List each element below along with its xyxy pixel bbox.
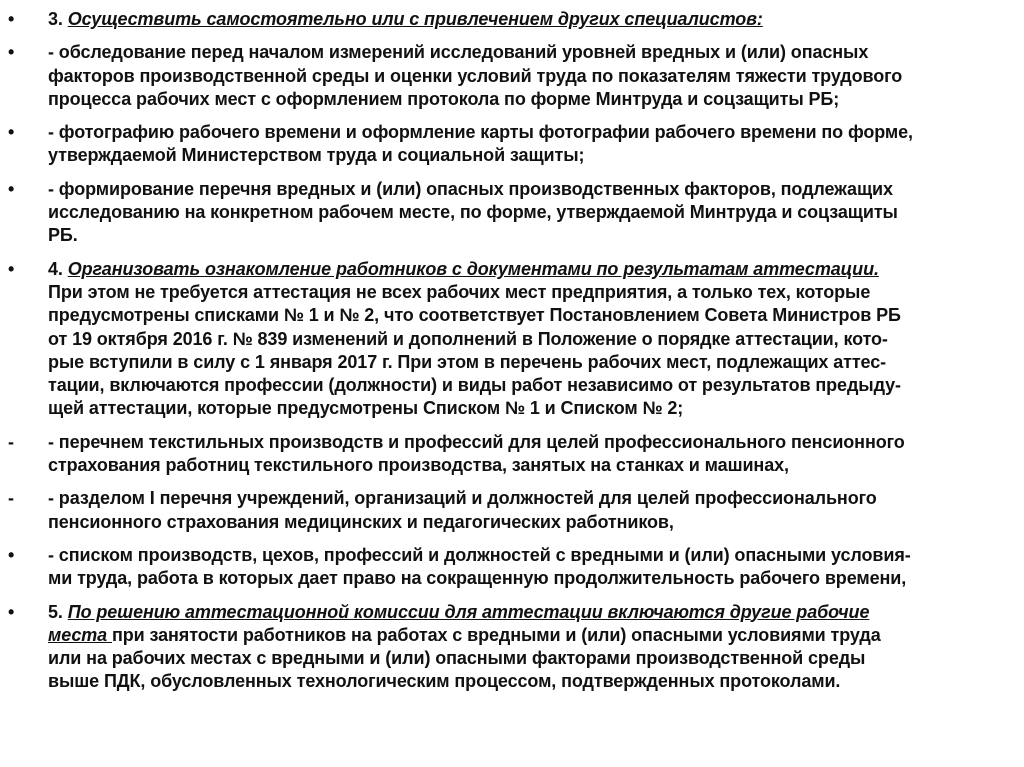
list-line: 3. Осуществить самостоятельно или с привлечением других специалистов: — [48, 9, 763, 29]
list-line: факторов производственной среды и оценки условий труда по показателям тяжести трудового — [48, 65, 903, 86]
list-item — [0, 487, 1024, 534]
list-item — [0, 431, 1024, 478]
list-line: - фотографию рабочего времени и оформление карты фотографии рабочего времени по форме, — [48, 122, 913, 143]
underlined-heading: Осуществить самостоятельно или с привлечением других специалистов: — [67, 9, 763, 29]
bullet: • — [8, 42, 15, 63]
list-line: выше ПДК, обусловленных технологическим процессом, подтвержденных протоколами. — [48, 671, 841, 692]
list-line: места при занятости работников на работах с вредными и (или) опасными условиями труда — [48, 624, 881, 645]
list-line: - обследование перед началом измерений исследований уровней вредных и (или) опасных — [48, 42, 869, 63]
list-item — [0, 544, 1024, 591]
list-line: РБ. — [48, 225, 78, 246]
list-item — [0, 41, 1024, 111]
list-line: При этом не требуется аттестация не всех рабочих мест предприятия, а только тех, которые — [48, 281, 871, 302]
list-line: щей аттестации, которые предусмотрены Списком № 1 и Списком № 2; — [48, 398, 684, 419]
list-line: рые вступили в силу с 1 января 2017 г. При этом в перечень рабочих мест, подлежащих аттес- — [48, 351, 887, 372]
list-line: или на рабочих местах с вредными и (или) опасными факторами производственной среды — [48, 648, 866, 669]
list-line: - списком производств, цехов, профессий и должностей с вредными и (или) опасными условия- — [48, 544, 911, 565]
underlined-heading: По решению аттестационной комиссии для аттестации включаются другие рабочие — [67, 601, 870, 622]
list-line: 4. Организовать ознакомление работников с документами по результатам аттестации. — [48, 258, 879, 279]
list-item — [0, 178, 1024, 248]
list-line: исследованию на конкретном рабочем месте, по форме, утверждаемой Минтруда и соцзащиты — [48, 202, 898, 223]
list-line: от 19 октября 2016 г. № 839 изменений и дополнений в Положение о порядке аттестации, кото- — [48, 328, 888, 349]
list-line: ми труда, работа в которых дает право на сокращенную продолжительность рабочего времени, — [48, 568, 907, 589]
list-line: процесса рабочих мест с оформлением протокола по форме Минтруда и соцзащиты РБ; — [48, 88, 840, 109]
bullet: • — [8, 258, 15, 279]
list-item — [0, 121, 1024, 168]
list-item — [0, 8, 1024, 31]
list-line: пенсионного страхования медицинских и педагогических работников, — [48, 511, 674, 532]
list-line: 5. По решению аттестационной комиссии для аттестации включаются другие рабочие — [48, 601, 870, 622]
bullet: • — [8, 122, 15, 143]
list-line: - разделом I перечня учреждений, организаций и должностей для целей профессионального — [48, 488, 877, 509]
bullet: • — [8, 178, 15, 199]
list-line: страхования работниц текстильного производства, занятых на станках и машинах, — [48, 455, 789, 476]
list-line: - формирование перечня вредных и (или) опасных производственных факторов, подлежащих — [48, 178, 893, 199]
list-line: - перечнем текстильных производств и профессий для целей профессионального пенсионного — [48, 431, 905, 452]
list-line: тации, включаются профессии (должности) и виды работ независимо от результатов предыду- — [48, 375, 901, 396]
list-item — [0, 601, 1024, 694]
bullet: • — [8, 544, 15, 565]
bullet: • — [8, 9, 15, 29]
bullet: - — [8, 431, 14, 452]
list-line: предусмотрены списками № 1 и № 2, что соответствует Постановлением Совета Министров РБ — [48, 305, 901, 326]
bullet: • — [8, 601, 15, 622]
underlined-heading: Организовать ознакомление работников с документами по результатам аттестации. — [67, 258, 879, 279]
underlined-heading: места — [48, 624, 112, 645]
list-line: утверждаемой Министерством труда и социальной защиты; — [48, 145, 585, 166]
bullet: - — [8, 488, 14, 509]
list-item — [0, 258, 1024, 421]
